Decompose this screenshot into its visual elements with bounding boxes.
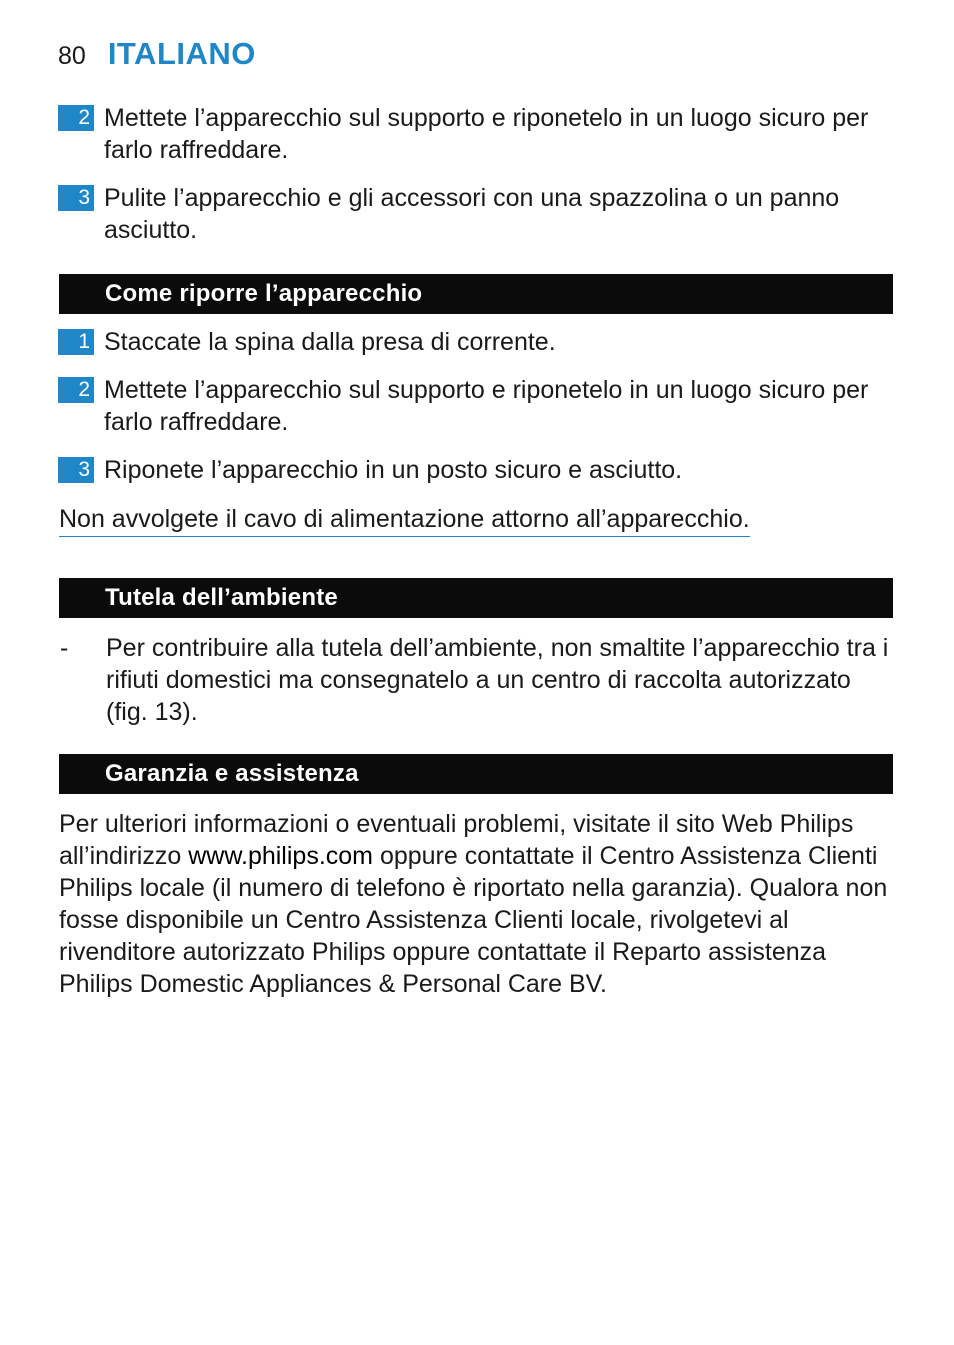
step-number-badge: 3: [58, 185, 94, 211]
step-item: [58, 454, 894, 486]
step-item: [58, 102, 894, 166]
step-text: Mettete l’apparecchio sul supporto e riponetelo in un luogo sicuro per farlo raffreddare.: [104, 376, 869, 436]
storage-note: Non avvolgete il cavo di alimentazione attorno all’apparecchio.: [59, 503, 750, 537]
step-text: Pulite l’apparecchio e gli accessori con una spazzolina o un panno asciutto.: [104, 184, 840, 244]
section-heading-environment: Tutela dell’ambiente: [59, 578, 893, 618]
page-number: 80: [58, 42, 86, 70]
step-number-badge: 2: [58, 105, 94, 131]
language-title: ITALIANO: [107, 36, 256, 71]
warranty-text-before: Per ulteriori informazioni o eventuali problemi, visitate il sito Web Philips all’indirizzo: [59, 810, 854, 870]
step-text: Staccate la spina dalla presa di corrente.: [104, 328, 556, 356]
step-number-badge: 2: [58, 377, 94, 403]
warranty-paragraph: [59, 808, 889, 1000]
list-item: [58, 632, 894, 728]
step-text: Riponete l’apparecchio in un posto sicuro e asciutto.: [104, 456, 683, 484]
step-item: [58, 326, 894, 358]
step-item: [58, 374, 894, 438]
step-item: [58, 182, 894, 246]
step-text: Mettete l’apparecchio sul supporto e riponetelo in un luogo sicuro per farlo raffreddare.: [104, 104, 869, 164]
step-number-badge: 1: [58, 329, 94, 355]
section-heading-storage: Come riporre l’apparecchio: [59, 274, 893, 314]
section-heading-warranty: Garanzia e assistenza: [59, 754, 893, 794]
philips-url-link[interactable]: www.philips.com: [188, 842, 373, 870]
warranty-text-after: oppure contattate il Centro Assistenza Clienti Philips locale (il numero di telefono è riportato nella garanzia). Qualora non fosse disponibile un Centro Assistenza Clienti locale, rivolgetevi al rivenditore autorizzato Philips oppure contattate il Reparto assistenza Philips Domestic Appliances & Personal Care BV.: [59, 842, 888, 998]
step-number-badge: 3: [58, 457, 94, 483]
bullet-text: Per contribuire alla tutela dell’ambiente, non smaltite l’apparecchio tra i rifiuti domestici ma consegnatelo a un centro di raccolta autorizzato (fig. 13).: [106, 634, 889, 726]
page-header: [58, 36, 256, 72]
bullet-dash: -: [60, 634, 69, 662]
